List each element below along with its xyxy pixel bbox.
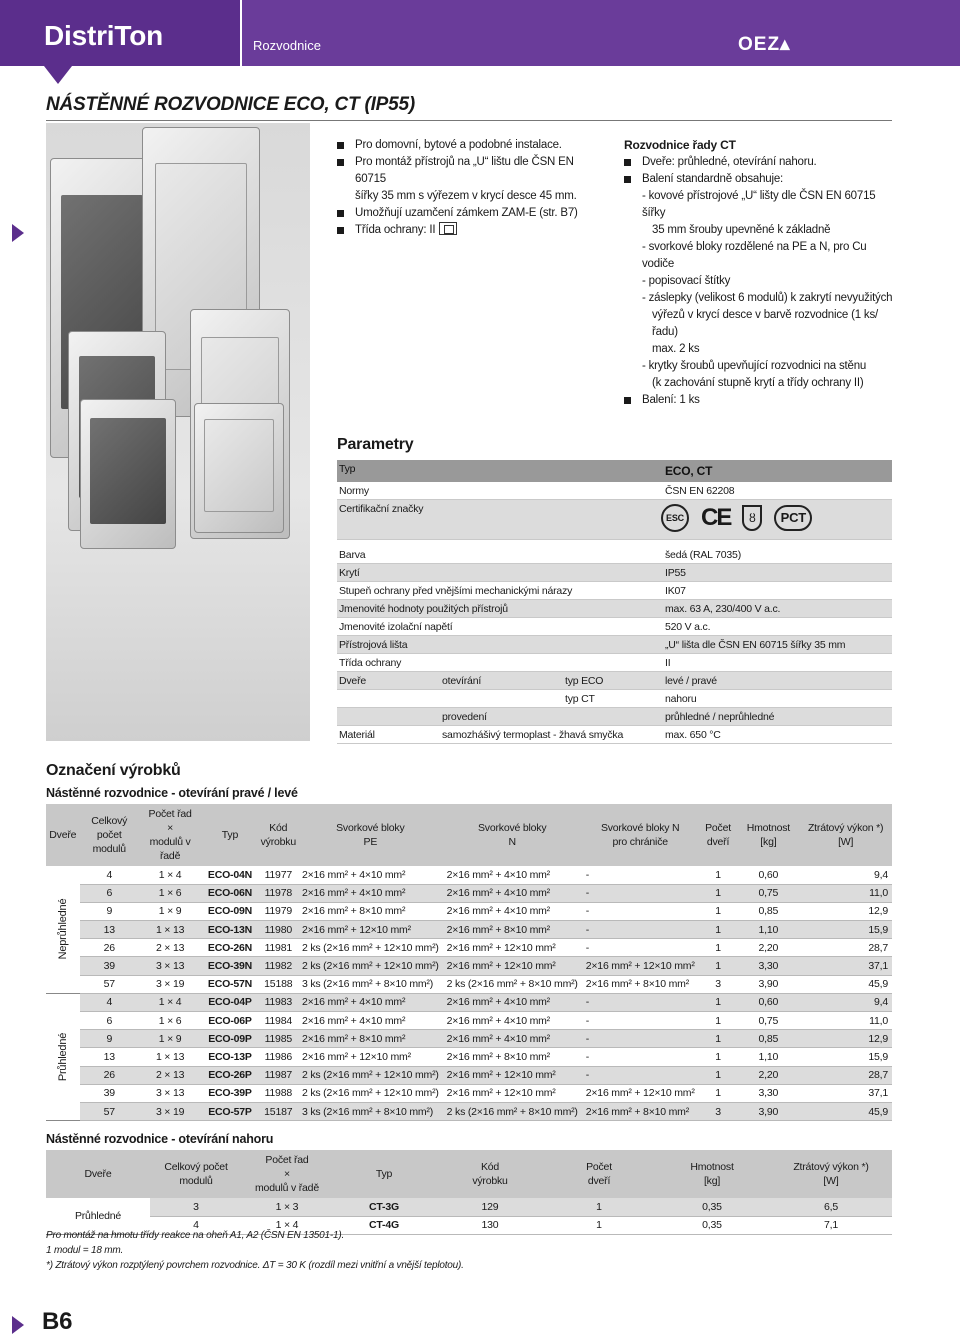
cell-pe: 2×16 mm² + 12×10 mm² <box>298 921 443 939</box>
header-n: Svorkové bloky N <box>443 804 582 866</box>
cell-n-rcd: 2×16 mm² + 12×10 mm² <box>582 1084 699 1102</box>
header-doors: Dveře <box>46 804 80 866</box>
cell-power-loss: 37,1 <box>799 957 892 975</box>
intro-bullet: Třída ochrany: II <box>337 222 607 239</box>
table-row <box>46 902 892 920</box>
cell-door-count: 1 <box>699 1048 738 1066</box>
cell-type: ECO-26N <box>201 939 258 957</box>
cell-n-rcd: - <box>582 939 699 957</box>
cell-modules: 6 <box>80 884 139 902</box>
intro-bullet: Pro montáž přístrojů na „U“ lištu dle ČSN EN 60715 šířky 35 mm s výřezem v krycí desce 45 mm. <box>337 154 607 205</box>
group-label: Průhledné <box>46 1198 150 1234</box>
cell-code: 11978 <box>259 884 298 902</box>
ct-header-row <box>46 1150 892 1198</box>
cell-weight: 0,75 <box>737 884 799 902</box>
header-type: Typ <box>201 804 258 866</box>
products-title: Označení výrobků <box>46 762 181 779</box>
table-row <box>46 921 892 939</box>
cell-power-loss: 9,4 <box>799 993 892 1011</box>
cell-n: 2×16 mm² + 4×10 mm² <box>443 866 582 884</box>
cell-code: 130 <box>436 1216 544 1234</box>
table-row <box>46 939 892 957</box>
param-row: Materiál samozhášivý termoplast - žhavá smyčka max. 650 °C <box>337 726 892 744</box>
cell-code: 11977 <box>259 866 298 884</box>
ct-subtitle: Nástěnné rozvodnice - otevírání nahoru <box>46 1132 274 1146</box>
cell-door-count: 1 <box>699 1066 738 1084</box>
cell-n-rcd: - <box>582 866 699 884</box>
cell-type: ECO-06N <box>201 884 258 902</box>
cell-door-count: 1 <box>699 866 738 884</box>
cell-code: 11980 <box>259 921 298 939</box>
cell-code: 11985 <box>259 1030 298 1048</box>
cell-door-count: 1 <box>699 993 738 1011</box>
header-type: Typ <box>332 1150 436 1198</box>
cell-door-count: 1 <box>544 1198 654 1216</box>
table-row <box>46 1198 892 1216</box>
ct-item: - popisovací štítky <box>642 275 731 287</box>
cell-weight: 0,85 <box>737 1030 799 1048</box>
cell-n-rcd: - <box>582 1066 699 1084</box>
page-number-label: B6 <box>42 1308 73 1335</box>
cell-door-count: 1 <box>699 902 738 920</box>
cell-n: 2×16 mm² + 8×10 mm² <box>443 921 582 939</box>
side-arrow-icon <box>12 224 24 242</box>
header-bar <box>0 0 960 66</box>
header-modules: Celkový počet modulů <box>150 1150 242 1198</box>
cell-weight: 3,30 <box>737 1084 799 1102</box>
cell-power-loss: 45,9 <box>799 975 892 993</box>
cell-code: 11982 <box>259 957 298 975</box>
header-pointer-icon <box>44 66 72 84</box>
cell-n: 2×16 mm² + 4×10 mm² <box>443 1012 582 1030</box>
cell-type: ECO-57N <box>201 975 258 993</box>
cell-n: 2 ks (2×16 mm² + 8×10 mm²) <box>443 1102 582 1120</box>
cell-weight: 3,90 <box>737 1102 799 1120</box>
cell-n: 2 ks (2×16 mm² + 8×10 mm²) <box>443 975 582 993</box>
cell-code: 11987 <box>259 1066 298 1084</box>
cell-rows: 1 × 6 <box>139 1012 201 1030</box>
cell-rows: 1 × 13 <box>139 1048 201 1066</box>
cell-door-count: 1 <box>699 1030 738 1048</box>
param-row: Stupeň ochrany před vnějšími mechanickými nárazy IK07 <box>337 582 892 600</box>
cell-weight: 2,20 <box>737 1066 799 1084</box>
cell-rows: 3 × 19 <box>139 975 201 993</box>
cell-type: ECO-04P <box>201 993 258 1011</box>
cell-modules: 13 <box>80 921 139 939</box>
enclosure-image <box>80 399 176 549</box>
cell-code: 11979 <box>259 902 298 920</box>
cell-type: CT-4G <box>332 1216 436 1234</box>
cell-modules: 9 <box>80 902 139 920</box>
cell-type: ECO-13P <box>201 1048 258 1066</box>
cell-n: 2×16 mm² + 4×10 mm² <box>443 902 582 920</box>
cell-modules: 3 <box>150 1198 242 1216</box>
cell-weight: 1,10 <box>737 921 799 939</box>
ct-heading: Rozvodnice řady CT <box>624 138 736 152</box>
cell-rows: 3 × 13 <box>139 957 201 975</box>
params-table <box>337 460 892 744</box>
cell-n-rcd: - <box>582 993 699 1011</box>
note: 1 modul = 18 mm. <box>46 1245 124 1256</box>
cell-code: 11986 <box>259 1048 298 1066</box>
cell-rows: 1 × 6 <box>139 884 201 902</box>
cell-n-rcd: - <box>582 902 699 920</box>
group-label-text: Neprůhledné <box>56 899 69 960</box>
cell-pe: 3 ks (2×16 mm² + 8×10 mm²) <box>298 975 443 993</box>
ct-bullet: Balení standardně obsahuje: <box>624 171 894 188</box>
cell-pe: 2×16 mm² + 8×10 mm² <box>298 902 443 920</box>
cell-pe: 2×16 mm² + 12×10 mm² <box>298 1048 443 1066</box>
cell-rows: 1 × 4 <box>139 993 201 1011</box>
param-row: Barva šedá (RAL 7035) <box>337 546 892 564</box>
oez-logo: OEZ▴ <box>738 34 791 55</box>
cell-n-rcd: 2×16 mm² + 12×10 mm² <box>582 957 699 975</box>
cell-power-loss: 9,4 <box>799 866 892 884</box>
cell-power-loss: 7,1 <box>770 1216 892 1234</box>
cell-n-rcd: - <box>582 1048 699 1066</box>
cell-weight: 0,85 <box>737 902 799 920</box>
cell-code: 11983 <box>259 993 298 1011</box>
table-row <box>46 1084 892 1102</box>
ct-item: - záslepky (velikost 6 modulů) k zakrytí nevyužitých <box>642 292 893 304</box>
cell-code: 129 <box>436 1198 544 1216</box>
cell-n: 2×16 mm² + 8×10 mm² <box>443 1048 582 1066</box>
cell-type: ECO-09N <box>201 902 258 920</box>
cell-n-rcd: - <box>582 1030 699 1048</box>
cell-weight: 3,90 <box>737 975 799 993</box>
cell-n-rcd: - <box>582 921 699 939</box>
cell-rows: 1 × 4 <box>242 1216 332 1234</box>
cert-marks <box>661 504 812 532</box>
cell-door-count: 1 <box>699 921 738 939</box>
cell-power-loss: 45,9 <box>799 1102 892 1120</box>
header-code: Kód výrobku <box>259 804 298 866</box>
param-row: Jmenovité hodnoty použitých přístrojů max. 63 A, 230/400 V a.c. <box>337 600 892 618</box>
cell-door-count: 1 <box>699 957 738 975</box>
cell-modules: 4 <box>80 993 139 1011</box>
cell-power-loss: 11,0 <box>799 1012 892 1030</box>
eco-subtitle: Nástěnné rozvodnice - otevírání pravé / levé <box>46 786 298 800</box>
intro-list <box>337 137 607 239</box>
cell-power-loss: 28,7 <box>799 1066 892 1084</box>
cell-code: 15187 <box>259 1102 298 1120</box>
cell-weight: 0,75 <box>737 1012 799 1030</box>
table-row <box>46 1048 892 1066</box>
param-row: Dveře otevírání typ ECO levé / pravé <box>337 672 892 690</box>
cell-power-loss: 6,5 <box>770 1198 892 1216</box>
cell-power-loss: 12,9 <box>799 1030 892 1048</box>
cell-type: ECO-26P <box>201 1066 258 1084</box>
table-row <box>46 975 892 993</box>
ct-item: výřezů v krycí desce v barvě rozvodnice (1 ks/řadu) <box>652 309 878 338</box>
cell-rows: 1 × 9 <box>139 1030 201 1048</box>
cell-rows: 2 × 13 <box>139 939 201 957</box>
ct-item: (k zachování stupně krytí a třídy ochrany II) <box>652 377 864 389</box>
param-row: typ CT nahoru <box>337 690 892 708</box>
cell-modules: 39 <box>80 1084 139 1102</box>
cell-door-count: 1 <box>544 1216 654 1234</box>
header-power-loss: Ztrátový výkon *) [W] <box>799 804 892 866</box>
brand-name: DistriTon <box>44 20 164 51</box>
ct-bullet: Dveře: průhledné, otevírání nahoru. <box>624 154 894 171</box>
esc-cert-icon: ESC <box>661 504 689 532</box>
table-row <box>46 1030 892 1048</box>
cell-power-loss: 12,9 <box>799 902 892 920</box>
param-row: Krytí IP55 <box>337 564 892 582</box>
cell-pe: 2 ks (2×16 mm² + 12×10 mm²) <box>298 1066 443 1084</box>
category-label: Rozvodnice <box>253 38 321 53</box>
cell-code: 15188 <box>259 975 298 993</box>
cell-weight: 1,10 <box>737 1048 799 1066</box>
cell-power-loss: 11,0 <box>799 884 892 902</box>
cell-n: 2×16 mm² + 4×10 mm² <box>443 884 582 902</box>
cell-rows: 1 × 3 <box>242 1198 332 1216</box>
cell-type: CT-3G <box>332 1198 436 1216</box>
header-pe: Svorkové bloky PE <box>298 804 443 866</box>
header-n-rcd: Svorkové bloky N pro chráničе <box>582 804 699 866</box>
cell-modules: 39 <box>80 957 139 975</box>
cell-type: ECO-04N <box>201 866 258 884</box>
param-row: provedení průhledné / neprůhledné <box>337 708 892 726</box>
cell-door-count: 1 <box>699 939 738 957</box>
cell-type: ECO-57P <box>201 1102 258 1120</box>
cell-n-rcd: 2×16 mm² + 8×10 mm² <box>582 975 699 993</box>
cell-door-count: 1 <box>699 1084 738 1102</box>
table-row <box>46 1102 892 1120</box>
cell-weight: 0,35 <box>654 1216 770 1234</box>
header-rows: Počet řad × modulů v řadě <box>139 804 201 866</box>
header-band <box>240 0 960 66</box>
param-row: Třída ochrany II <box>337 654 892 672</box>
cell-n: 2×16 mm² + 12×10 mm² <box>443 1066 582 1084</box>
cell-door-count: 1 <box>699 884 738 902</box>
ce-mark-icon: CE <box>701 504 731 531</box>
cell-n-rcd: - <box>582 1012 699 1030</box>
cell-pe: 3 ks (2×16 mm² + 8×10 mm²) <box>298 1102 443 1120</box>
cell-type: ECO-06P <box>201 1012 258 1030</box>
param-row: Certifikační značky ESC CE ȣ PCT <box>337 500 892 540</box>
cell-rows: 1 × 9 <box>139 902 201 920</box>
table-row <box>46 884 892 902</box>
cell-n: 2×16 mm² + 12×10 mm² <box>443 939 582 957</box>
cell-weight: 0,60 <box>737 993 799 1011</box>
cell-modules: 9 <box>80 1030 139 1048</box>
cell-pe: 2 ks (2×16 mm² + 12×10 mm²) <box>298 1084 443 1102</box>
cell-power-loss: 15,9 <box>799 921 892 939</box>
table-row <box>46 1012 892 1030</box>
cell-pe: 2×16 mm² + 8×10 mm² <box>298 1030 443 1048</box>
cell-type: ECO-39P <box>201 1084 258 1102</box>
cell-modules: 26 <box>80 1066 139 1084</box>
header-rows: Počet řad × modulů v řadě <box>242 1150 332 1198</box>
cell-rows: 2 × 13 <box>139 1066 201 1084</box>
cell-n: 2×16 mm² + 12×10 mm² <box>443 957 582 975</box>
param-row: Přístrojová lišta „U“ lišta dle ČSN EN 60715 šířky 35 mm <box>337 636 892 654</box>
cell-door-count: 3 <box>699 975 738 993</box>
cell-modules: 57 <box>80 1102 139 1120</box>
ct-product-table <box>46 1150 892 1235</box>
cell-pe: 2×16 mm² + 4×10 mm² <box>298 866 443 884</box>
param-row: Typ ECO, CT <box>337 460 892 482</box>
title-divider <box>46 120 892 121</box>
ct-list <box>624 137 894 409</box>
header-modules: Celkový počet modulů <box>80 804 139 866</box>
eco-header-row <box>46 804 892 866</box>
enclosure-image <box>194 403 284 533</box>
cell-n: 2×16 mm² + 4×10 mm² <box>443 993 582 1011</box>
cell-code: 11981 <box>259 939 298 957</box>
cell-modules: 4 <box>150 1216 242 1234</box>
header-doors: Dveře <box>46 1150 150 1198</box>
ct-item: - krytky šroubů upevňující rozvodnici na stěnu <box>642 360 867 372</box>
cell-pe: 2×16 mm² + 4×10 mm² <box>298 1012 443 1030</box>
header-code: Kód výrobku <box>436 1150 544 1198</box>
cell-weight: 0,35 <box>654 1198 770 1216</box>
cell-pe: 2 ks (2×16 mm² + 12×10 mm²) <box>298 939 443 957</box>
page-title: NÁSTĚNNÉ ROZVODNICE ECO, CT (IP55) <box>46 94 416 115</box>
cell-type: ECO-39N <box>201 957 258 975</box>
cell-modules: 4 <box>80 866 139 884</box>
brand-block <box>0 0 240 66</box>
cell-code: 11984 <box>259 1012 298 1030</box>
ct-item: - kovové přístrojové „U“ lišty dle ČSN EN 60715 šířky <box>642 190 876 219</box>
cell-weight: 0,60 <box>737 866 799 884</box>
intro-bullet: Umožňují uzamčení zámkem ZAM-E (str. B7) <box>337 205 607 222</box>
page-arrow-icon <box>12 1316 24 1334</box>
ct-item: - svorkové bloky rozdělené na PE a N, pro Cu vodiče <box>642 241 867 270</box>
cell-pe: 2 ks (2×16 mm² + 12×10 mm²) <box>298 957 443 975</box>
table-row <box>46 1066 892 1084</box>
ct-bullet: Balení: 1 ks <box>624 392 894 409</box>
cell-type: ECO-13N <box>201 921 258 939</box>
cell-rows: 1 × 4 <box>139 866 201 884</box>
cell-weight: 2,20 <box>737 939 799 957</box>
group-label <box>46 866 80 993</box>
cell-power-loss: 15,9 <box>799 1048 892 1066</box>
ct-item: max. 2 ks <box>652 343 700 355</box>
intro-bullet: Pro domovní, bytové a podobné instalace. <box>337 137 607 154</box>
cell-pe: 2×16 mm² + 4×10 mm² <box>298 884 443 902</box>
cell-modules: 6 <box>80 1012 139 1030</box>
group-label-text: Průhledné <box>56 1032 69 1082</box>
ct-item: 35 mm šrouby upevněné k základně <box>652 224 831 236</box>
header-door-count: Počet dveří <box>699 804 738 866</box>
cell-pe: 2×16 mm² + 4×10 mm² <box>298 993 443 1011</box>
cell-n-rcd: - <box>582 884 699 902</box>
cell-n: 2×16 mm² + 12×10 mm² <box>443 1084 582 1102</box>
ua-cert-icon: ȣ <box>742 505 762 531</box>
product-photo <box>46 123 310 741</box>
param-row: Jmenovité izolační napětí 520 V a.c. <box>337 618 892 636</box>
cell-n-rcd: 2×16 mm² + 8×10 mm² <box>582 1102 699 1120</box>
cell-n: 2×16 mm² + 4×10 mm² <box>443 1030 582 1048</box>
cell-rows: 1 × 13 <box>139 921 201 939</box>
cell-weight: 3,30 <box>737 957 799 975</box>
cell-door-count: 3 <box>699 1102 738 1120</box>
header-weight: Hmotnost [kg] <box>654 1150 770 1198</box>
header-power-loss: Ztrátový výkon *) [W] <box>770 1150 892 1198</box>
note: Pro montáž na hmotu třídy reakce na oheň A1, A2 (ČSN EN 13501-1). <box>46 1230 345 1241</box>
cell-door-count: 1 <box>699 1012 738 1030</box>
note: *) Ztrátový výkon rozptýlený povrchem rozvodnice. ΔT = 30 K (rozdíl mezi vnitřní a vnější teplotou). <box>46 1260 464 1271</box>
cell-power-loss: 37,1 <box>799 1084 892 1102</box>
table-row <box>46 866 892 884</box>
class-ii-icon <box>439 222 457 235</box>
cell-code: 11988 <box>259 1084 298 1102</box>
table-row <box>46 993 892 1011</box>
eco-product-table <box>46 804 892 1121</box>
pct-cert-icon: PCT <box>774 505 812 531</box>
table-row <box>46 957 892 975</box>
params-title: Parametry <box>337 436 414 453</box>
header-door-count: Počet dveří <box>544 1150 654 1198</box>
group-label <box>46 993 80 1120</box>
cell-modules: 13 <box>80 1048 139 1066</box>
cell-modules: 57 <box>80 975 139 993</box>
cell-modules: 26 <box>80 939 139 957</box>
param-row: Normy ČSN EN 62208 <box>337 482 892 500</box>
cell-power-loss: 28,7 <box>799 939 892 957</box>
cell-rows: 3 × 19 <box>139 1102 201 1120</box>
cell-rows: 3 × 13 <box>139 1084 201 1102</box>
header-weight: Hmotnost [kg] <box>737 804 799 866</box>
cell-type: ECO-09P <box>201 1030 258 1048</box>
